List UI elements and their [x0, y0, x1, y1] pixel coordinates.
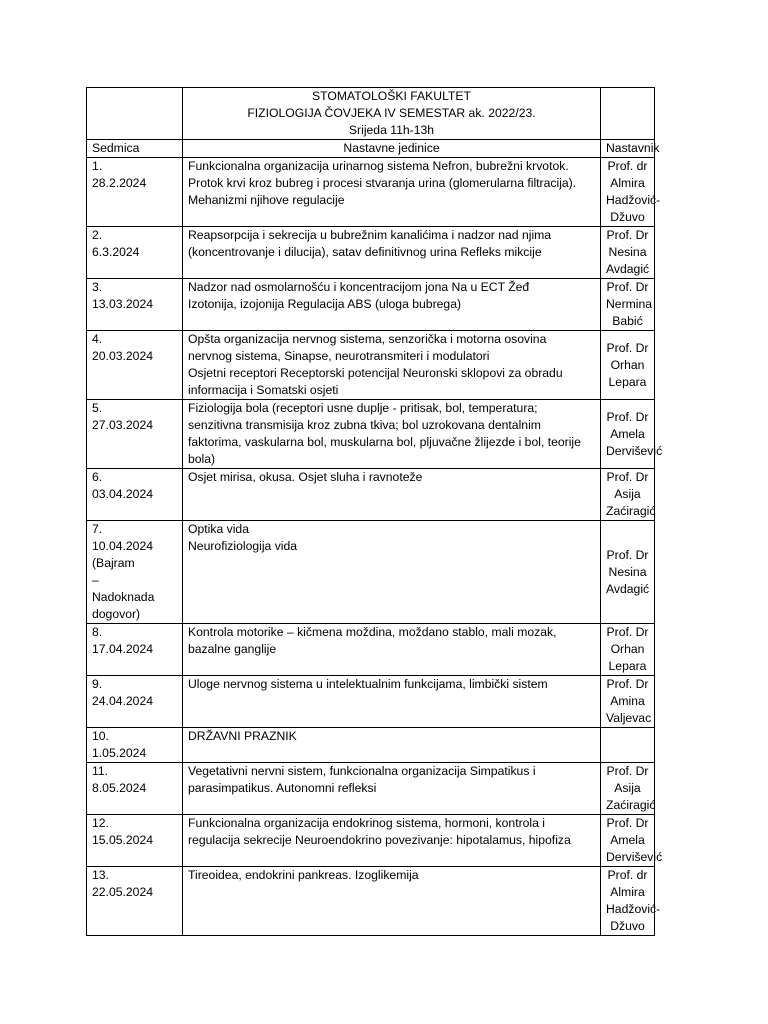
- week-number: 12.: [92, 816, 109, 830]
- table-row: [87, 763, 655, 815]
- schedule-table: [86, 87, 663, 936]
- week-cell: [87, 227, 183, 279]
- week-date: 13.03.2024: [92, 297, 153, 311]
- teacher-cell: [601, 763, 655, 815]
- teacher-name-line: Prof. Dr: [606, 228, 649, 242]
- table-row: [87, 624, 655, 676]
- topic-line: Protok krvi kroz bubreg i procesi stvaranja urina (glomerularna filtracija).: [188, 176, 577, 190]
- topic-line: Osjet mirisa, okusa. Osjet sluha i ravnoteže: [188, 470, 423, 484]
- teacher-cell: [601, 624, 655, 676]
- topic-line: Kontrola motorike – kičmena moždina, moždano stablo, mali mozak,: [188, 625, 557, 639]
- table-row: [87, 815, 655, 867]
- teacher-cell: [601, 279, 655, 331]
- week-cell: [87, 815, 183, 867]
- week-cell: [87, 763, 183, 815]
- topic-line: informacija i Somatski osjeti: [188, 383, 339, 397]
- week-number: 7.: [92, 522, 103, 536]
- column-header-week: Sedmica: [87, 140, 183, 158]
- teacher-name-line: Nesina: [608, 564, 647, 579]
- week-cell: [87, 331, 183, 400]
- teacher-name-line: Asija: [614, 487, 641, 501]
- week-date: 8.05.2024: [92, 781, 147, 795]
- teacher-name-line: Hadžović-: [606, 902, 661, 916]
- week-cell: [87, 867, 183, 936]
- week-cell: [87, 279, 183, 331]
- column-header-row: [87, 140, 655, 158]
- teacher-name-line: Valjevac: [606, 711, 652, 725]
- week-note: (Bajram: [92, 556, 135, 570]
- week-cell: [87, 676, 183, 728]
- teacher-name-line: Prof. Dr: [606, 280, 649, 294]
- teacher-name-line: Hadžović-: [606, 193, 661, 207]
- topic-cell: [183, 469, 601, 521]
- title-line-time: Srijeda 11h-13h: [348, 123, 435, 137]
- table-row: [87, 331, 655, 400]
- teacher-name-line: Amina: [610, 694, 645, 708]
- week-number: 4.: [92, 332, 103, 346]
- topic-line: (koncentrovanje i dilucija), satav definitivnog urina Refleks mikcije: [188, 245, 542, 259]
- teacher-cell: [601, 158, 661, 227]
- topic-line: Mehanizmi njihove regulacije: [188, 193, 345, 207]
- topic-cell: [183, 400, 601, 469]
- topic-line: parasimpatikus. Autonomni refleksi: [188, 781, 377, 795]
- teacher-name-line: Orhan: [610, 357, 645, 372]
- week-cell: [87, 400, 183, 469]
- topic-line: Funkcionalna organizacija urinarnog sistema Nefron, bubrežni krvotok.: [188, 159, 569, 173]
- teacher-cell: [601, 331, 655, 400]
- teacher-name-line: Zaćiragić: [606, 798, 656, 812]
- table-row: [87, 279, 655, 331]
- teacher-cell: [601, 400, 663, 469]
- week-number: 9.: [92, 677, 103, 691]
- teacher-name-line: Džuvo: [610, 919, 645, 933]
- teacher-name-line: Prof. Dr: [606, 677, 649, 691]
- table-row: [87, 400, 655, 469]
- topic-line: bazalne ganglije: [188, 642, 277, 656]
- teacher-name-line: Asija: [614, 781, 641, 795]
- teacher-name-line: Prof. dr: [607, 159, 648, 173]
- schedule-body: [87, 88, 663, 936]
- week-date: 10.04.2024: [92, 539, 153, 553]
- teacher-cell: [601, 728, 655, 763]
- teacher-name-line: Avdagić: [606, 581, 650, 596]
- week-date: 17.04.2024: [92, 642, 153, 656]
- week-date: 27.03.2024: [92, 418, 153, 432]
- topic-line: Opšta organizacija nervnog sistema, senzorička i motorna osovina: [188, 332, 547, 346]
- teacher-name-line: Amela: [610, 426, 645, 441]
- teacher-cell: [601, 676, 655, 728]
- topic-line: Fiziologija bola (receptori usne duplje - pritisak, bol, temperatura;: [188, 401, 538, 415]
- teacher-name-line: Avdagić: [606, 262, 650, 276]
- title-line-faculty: STOMATOLOŠKI FAKULTET: [312, 89, 471, 103]
- title-right-cell: [601, 88, 655, 140]
- topic-line: bola): [188, 452, 216, 466]
- teacher-name-line: Džuvo: [610, 210, 645, 224]
- teacher-name-line: Prof. Dr: [606, 547, 649, 562]
- teacher-name-line: Prof. Dr: [606, 764, 649, 778]
- topic-cell: [183, 676, 601, 728]
- topic-line: Optika vida: [188, 522, 249, 536]
- week-note: –: [92, 573, 99, 587]
- week-number: 8.: [92, 625, 103, 639]
- topic-line: faktorima, vaskularna bol, muskularna bol, pljuvačne žlijezde i bol, teorije: [188, 435, 581, 449]
- week-note: Nadoknada: [92, 590, 155, 604]
- topic-line: senzitivna transmisija kroz zubna tkiva; bol uzrokovana dentalnim: [188, 418, 541, 432]
- title-row: [87, 88, 655, 140]
- table-row: [87, 867, 655, 936]
- topic-cell: [183, 158, 601, 227]
- week-cell: [87, 158, 183, 227]
- week-cell: [87, 521, 183, 624]
- teacher-name-line: Amela: [610, 833, 645, 847]
- topic-line: Reapsorpcija i sekrecija u bubrežnim kanalićima i nadzor nad njima: [188, 228, 552, 242]
- week-note: dogovor): [92, 607, 141, 621]
- week-date: 24.04.2024: [92, 694, 153, 708]
- teacher-name-line: Prof. dr: [607, 868, 648, 882]
- teacher-name-line: Almira: [610, 176, 645, 190]
- topic-line: Izotonija, izojonija Regulacija ABS (uloga bubrega): [188, 297, 462, 311]
- topic-line: Tireoidea, endokrini pankreas. Izoglikemija: [188, 868, 419, 882]
- table-row: [87, 227, 655, 279]
- topic-line: DRŽAVNI PRAZNIK: [188, 729, 297, 743]
- title-line-course: FIZIOLOGIJA ČOVJEKA IV SEMESTAR ak. 2022/23.: [247, 106, 536, 120]
- teacher-name-line: Nesina: [608, 245, 647, 259]
- week-date: 22.05.2024: [92, 885, 153, 899]
- teacher-name-line: Orhan: [610, 642, 645, 656]
- week-number: 5.: [92, 401, 103, 415]
- week-cell: [87, 624, 183, 676]
- week-number: 1.: [92, 159, 103, 173]
- teacher-name-line: Prof. Dr: [606, 340, 649, 355]
- week-date: 03.04.2024: [92, 487, 153, 501]
- topic-line: nervnog sistema, Sinapse, neurotransmiteri i modulatori: [188, 349, 490, 363]
- topic-line: regulacija sekrecije Neuroendokrino povezivanje: hipotalamus, hipofiza: [188, 833, 571, 847]
- week-number: 11.: [92, 764, 109, 778]
- topic-cell: [183, 867, 601, 936]
- teacher-name-line: Nermina: [606, 297, 653, 311]
- teacher-name-line: Babić: [612, 314, 643, 328]
- week-number: 10.: [92, 729, 109, 743]
- teacher-name-line: Lepara: [608, 374, 647, 389]
- topic-line: Nadzor nad osmolarnošću i koncentracijom jona Na u ECT Žeđ: [188, 280, 530, 294]
- table-row: [87, 676, 655, 728]
- teacher-name-line: Prof. Dr: [606, 816, 649, 830]
- table-row: [87, 728, 655, 763]
- teacher-name-line: Prof. Dr: [606, 625, 649, 639]
- topic-line: Neurofiziologija vida: [188, 539, 298, 553]
- teacher-name-line: Prof. Dr: [606, 409, 649, 424]
- teacher-name-line: Zaćiragić: [606, 504, 656, 518]
- teacher-cell: [601, 867, 661, 936]
- table-row: [87, 158, 655, 227]
- week-note-line: [92, 555, 177, 589]
- teacher-name-line: Lepara: [608, 659, 647, 673]
- table-row: [87, 469, 655, 521]
- week-number: 3.: [92, 280, 103, 294]
- topic-cell: [183, 815, 601, 867]
- week-date: 28.2.2024: [92, 176, 147, 190]
- topic-cell: [183, 624, 601, 676]
- week-number: 2.: [92, 228, 103, 242]
- teacher-cell: [601, 815, 663, 867]
- teacher-cell: [601, 227, 655, 279]
- topic-cell: [183, 728, 601, 763]
- week-date: 6.3.2024: [92, 245, 140, 259]
- topic-cell: [183, 331, 601, 400]
- topic-cell: [183, 227, 601, 279]
- column-header-topics: Nastavne jedinice: [183, 140, 601, 158]
- topic-cell: [183, 279, 601, 331]
- week-date: 20.03.2024: [92, 349, 153, 363]
- week-number: 6.: [92, 470, 103, 484]
- teacher-name-line: Almira: [610, 885, 645, 899]
- topic-line: Uloge nervnog sistema u intelektualnim funkcijama, limbički sistem: [188, 677, 548, 691]
- week-number: 13.: [92, 868, 109, 882]
- column-header-teacher: Nastavnik: [601, 140, 655, 158]
- week-date: 15.05.2024: [92, 833, 153, 847]
- week-date: 1.05.2024: [92, 746, 147, 760]
- table-row: [87, 521, 655, 624]
- topic-line: Funkcionalna organizacija endokrinog sistema, hormoni, kontrola i: [188, 816, 546, 830]
- week-cell: [87, 469, 183, 521]
- teacher-name-line: Dervišević: [606, 850, 663, 864]
- teacher-cell: [601, 469, 655, 521]
- teacher-name-line: Dervišević: [606, 443, 663, 458]
- title-left-cell: [87, 88, 183, 140]
- topic-line: Osjetni receptori Receptorski potencijal Neuronski sklopovi za obradu: [188, 366, 563, 380]
- teacher-cell: [601, 521, 655, 624]
- document-title: [183, 88, 601, 140]
- topic-line: Vegetativni nervni sistem, funkcionalna organizacija Simpatikus i: [188, 764, 536, 778]
- topic-cell: [183, 763, 601, 815]
- teacher-name-line: Prof. Dr: [606, 470, 649, 484]
- week-cell: [87, 728, 183, 763]
- topic-cell: [183, 521, 601, 624]
